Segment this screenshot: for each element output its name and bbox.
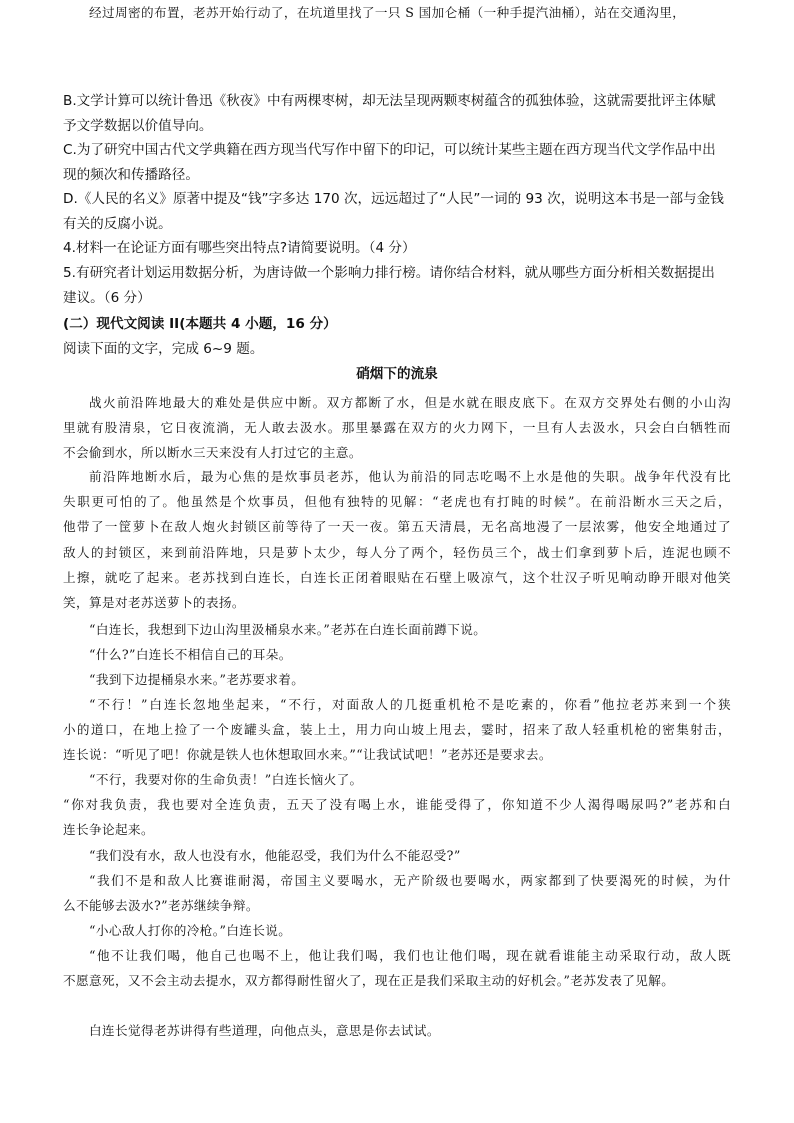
story-line: “小心敌人打你的冷枪。”白连长说。 — [89, 923, 292, 938]
story-line: 么不能够去汲水?”老苏继续争辩。 — [63, 898, 259, 914]
option-c-line-1: C.为了研究中国古代文学典籍在西方现当代写作中留下的印记，可以统计某些主题在西方现当代文学作品中出 — [63, 142, 716, 158]
story-paragraph — [63, 642, 731, 667]
story-line: “你对我负责，我也要对全连负责，五天了没有喝上水，谁能受得了，你知道不少人渴得喝尿吗?”老苏和白 — [63, 797, 731, 812]
story-line: “不行，我要对你的生命负责！”白连长恼火了。 — [89, 772, 363, 787]
story-line: 不愿意死，又不会主动去提水，双方都得耐性留火了，现在正是我们采取主动的好机会。”老苏发表了见解。 — [63, 973, 675, 989]
story-paragraph — [63, 1018, 731, 1043]
question-5-line-1: 5.有研究者计划运用数据分析，为唐诗做一个影响力排行榜。请你结合材料，就从哪些方面分析相关数据提出 — [63, 265, 715, 281]
story-line: 上擦，就吃了起来。老苏找到白连长，白连长正闭着眼贴在石壁上吸凉气，这个壮汉子听见响动睁开眼对他笑 — [63, 569, 731, 585]
story-line: 里就有股清泉，它日夜流淌，无人敢去汲水。那里暴露在双方的火力网下，一旦有人去汲水，只会白白牺牲而 — [63, 420, 731, 436]
story-paragraph — [63, 390, 731, 466]
story-line: “我到下边提桶泉水来。”老苏要求着。 — [89, 672, 305, 687]
story-paragraph — [63, 868, 731, 918]
story-paragraph — [63, 0, 731, 25]
story-line: 敌人的封锁区，来到前沿阵地，只是萝卜太少，每人分了两个，轻伤员三个，战士们拿到萝卜后，连泥也顾不 — [63, 544, 731, 560]
story-line: “我们不是和敌人比赛谁耐渴，帝国主义要喝水，无产阶级也要喝水，两家都到了快要渴死的时候，为什 — [89, 873, 731, 888]
option-b-line-2: 予文学数据以价值导向。 — [63, 118, 213, 134]
option-d-line-2: 有关的反腐小说。 — [63, 216, 172, 232]
story-paragraph — [63, 843, 731, 868]
story-line: “他不让我们喝，他自己也喝不上，他让我们喝，我们也让他们喝，现在就看谁能主动采取行动，敌人既 — [89, 948, 731, 963]
option-d-line-1: D.《人民的名义》原著中提及“钱”字多达 170 次，远远超过了“人民”一词的 93 次，说明这本书是一部与金钱 — [63, 191, 724, 207]
story-line: 小的道口，在地上捡了一个废罐头盒，装上土，用力向山坡上甩去，霎时，招来了敌人轻重机枪的密集射击， — [63, 722, 731, 738]
story-line: 不会偷到水，所以断水三天来没有人打过它的主意。 — [63, 445, 362, 461]
story-line: “不行！”白连长忽地坐起来，“不行，对面敌人的几挺重机枪不是吃素的，你看”他拉老苏来到一个狭 — [89, 697, 731, 712]
question-4: 4.材料一在论证方面有哪些突出特点?请简要说明。（4 分） — [63, 240, 416, 256]
story-paragraph — [63, 692, 731, 768]
option-b-line-1: B.文学计算可以统计鲁迅《秋夜》中有两棵枣树，却无法呈现两颗枣树蕴含的孤独体验，这就需要批评主体赋 — [63, 93, 716, 109]
story-paragraph — [63, 943, 731, 993]
story-line: 白连长觉得老苏讲得有些道理，向他点头，意思是你去试试。 — [89, 1023, 440, 1038]
story-paragraph — [63, 767, 731, 792]
story-line: 连长说：“听见了吧！你就是铁人也休想取回水来。”“让我试试吧！”老苏还是要求去。 — [63, 747, 552, 763]
story-paragraph — [63, 617, 731, 642]
story-line: 前沿阵地断水后，最为心焦的是炊事员老苏，他认为前沿的同志吃喝不上水是他的失职。战争年代没有比 — [89, 469, 731, 484]
question-5-line-2: 建议。（6 分） — [63, 290, 151, 306]
section-instruction: 阅读下面的文字，完成 6~9 题。 — [63, 341, 264, 357]
story-line: “什么?”白连长不相信自己的耳朵。 — [89, 647, 292, 662]
story-line: 战火前沿阵地最大的难处是供应中断。双方都断了水，但是水就在眼皮底下。在双方交界处右侧的小山沟 — [89, 395, 731, 410]
story-line: “白连长，我想到下边山沟里汲桶泉水来。”老苏在白连长面前蹲下说。 — [89, 622, 487, 637]
story-line: 笑，算是对老苏送萝卜的表扬。 — [63, 594, 245, 610]
option-c-line-2: 现的频次和传播路径。 — [63, 167, 199, 183]
story-line: 经过周密的布置，老苏开始行动了，在坑道里找了一只 S 国加仑桶（一种手提汽油桶），站在交通沟里， — [89, 5, 686, 20]
story-title: 硝烟下的流泉 — [356, 366, 438, 382]
section-heading: (二）现代文阅读 II(本题共 4 小题，16 分） — [63, 316, 337, 332]
story-paragraph — [63, 464, 731, 615]
story-line: 连长争论起来。 — [63, 822, 154, 838]
story-line: “我们没有水，敌人也没有水，他能忍受，我们为什么不能忍受?” — [89, 848, 461, 863]
story-paragraph — [63, 792, 731, 842]
story-paragraph — [63, 667, 731, 692]
story-paragraph — [63, 918, 731, 943]
story-line: 失职更可怕的了。他虽然是个炊事员，但他有独特的见解：“老虎也有打盹的时候”。在前沿断水三天之后， — [63, 494, 731, 510]
story-line: 他带了一筐萝卜在敌人炮火封锁区前等待了一天一夜。第五天清晨，无名高地漫了一层浓雾，他安全地通过了 — [63, 519, 731, 535]
